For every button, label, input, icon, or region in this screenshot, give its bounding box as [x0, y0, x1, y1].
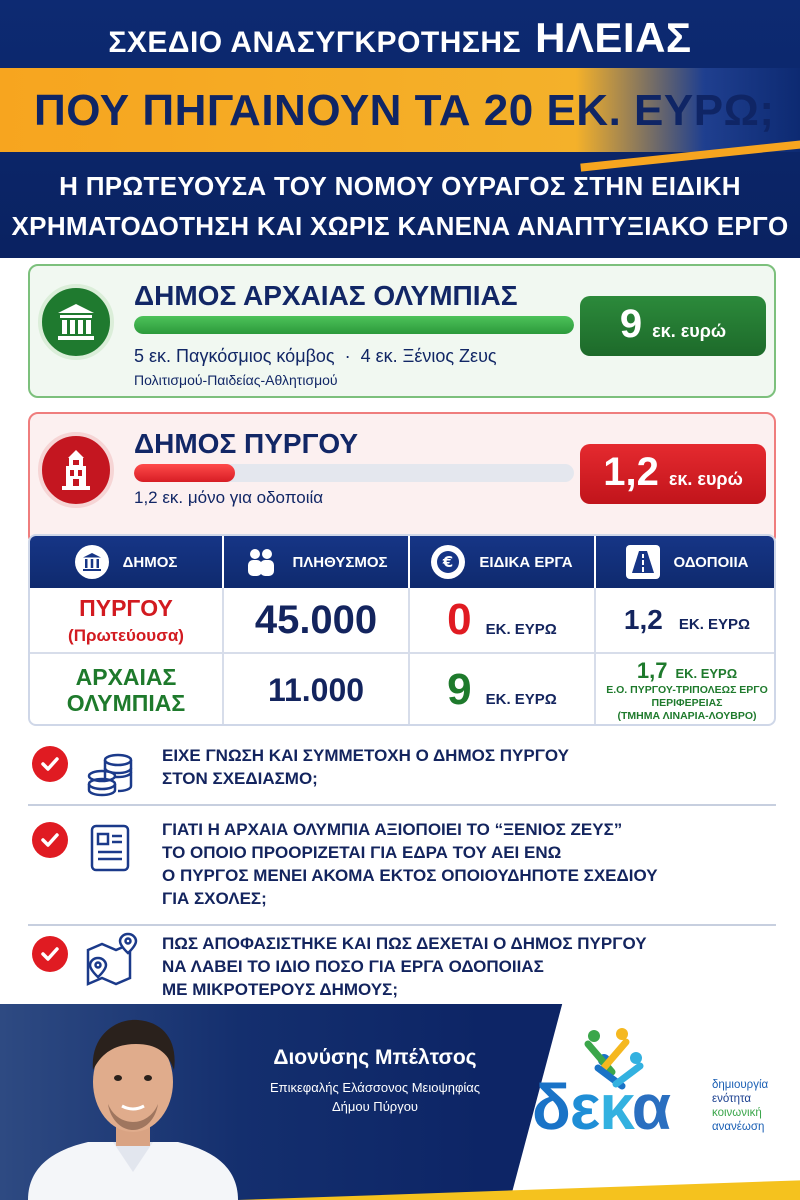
detail-xenios-zeus: 4 εκ. Ξένιος Ζευς — [360, 346, 497, 366]
question-text — [162, 932, 647, 1001]
map-pin-icon — [84, 932, 136, 984]
special-projects-unit: ΕΚ. ΕΥΡΩ — [485, 691, 557, 708]
header-subtitle — [0, 166, 800, 246]
candidate-photo — [18, 1004, 248, 1200]
roads-value: 1,7 — [636, 657, 668, 683]
question-line: ΝΑ ΛΑΒΕΙ ΤΟ ΙΔΙΟ ΠΟΣΟ ΓΙΑ ΕΡΓΑ ΟΔΟΠΟΙΙΑΣ — [162, 957, 544, 976]
question-line: ΠΩΣ ΑΠΟΦΑΣΙΣΤΗΚΕ ΚΑΙ ΠΩΣ ΔΕΧΕΤΑΙ Ο ΔΗΜΟΣ ΠΥΡΓΟΥ — [162, 934, 647, 953]
table-row — [30, 654, 776, 726]
people-icon — [244, 545, 278, 579]
funding-bar — [134, 316, 574, 334]
table-header-label: ΕΙΔΙΚΑ ΕΡΓΑ — [479, 553, 573, 571]
roads-unit: ΕΚ. ΕΥΡΩ — [678, 616, 751, 633]
amount-value: 1,2 — [603, 450, 659, 494]
amount-value: 9 — [619, 302, 643, 346]
slogan-line: κοινωνική — [712, 1107, 762, 1119]
road-icon — [626, 545, 660, 579]
special-projects-value: 9 — [447, 665, 472, 714]
cell-special-projects — [410, 654, 596, 726]
question-line: ΤΟ ΟΠΟΙΟ ΠΡΟΟΡΙΖΕΤΑΙ ΓΙΑ ΕΔΡΑ ΤΟΥ ΑΕΙ ΕΝΩ — [162, 843, 562, 862]
special-projects-amount — [447, 595, 557, 645]
question-line: ΜΕ ΜΙΚΡΟΤΕΡΟΥΣ ΔΗΜΟΥΣ; — [162, 980, 398, 999]
coins-icon — [84, 746, 136, 798]
special-projects-unit: ΕΚ. ΕΥΡΩ — [485, 621, 557, 638]
card-archaia-olympia — [28, 264, 776, 398]
amount-badge — [580, 444, 766, 504]
card-details — [134, 346, 497, 367]
question-text — [162, 744, 569, 790]
footer — [0, 1004, 800, 1200]
population-value: 45.000 — [254, 597, 378, 642]
detail-separator: · — [344, 346, 351, 366]
header-title — [0, 14, 800, 62]
table-header-label: ΟΔΟΠΟΙΙΑ — [673, 553, 749, 571]
question-text — [162, 818, 658, 910]
roads-unit: ΕΚ. ΕΥΡΩ — [675, 665, 738, 681]
logo-letter: δ — [532, 1071, 570, 1143]
amount-unit: εκ. ευρώ — [668, 469, 743, 489]
special-projects-value: 0 — [447, 595, 472, 644]
comparison-table — [28, 534, 776, 726]
question-item — [28, 930, 776, 1004]
question-line: ΓΙΑΤΙ Η ΑΡΧΑΙΑ ΟΛΥΜΠΙΑ ΑΞΙΟΠΟΙΕΙ ΤΟ “ΞΕΝΙΟΣ ΖΕΥΣ” — [162, 820, 623, 839]
tower-icon — [38, 432, 114, 508]
table-header-row — [30, 536, 776, 588]
logo-letter: κ — [599, 1071, 632, 1143]
roads-note-line2: ΠΕΡΙΦΕΡΕΙΑΣ — [651, 696, 723, 709]
question-item — [28, 738, 776, 806]
roads-amount — [637, 658, 737, 684]
candidate-role — [250, 1078, 500, 1116]
svg-text:€: € — [443, 553, 454, 571]
candidate-role-line2: Δήμου Πύργου — [331, 1099, 419, 1114]
deka-slogan — [712, 1078, 768, 1134]
temple-icon — [75, 545, 109, 579]
cell-roads — [596, 588, 776, 652]
table-header-population — [224, 536, 410, 588]
check-icon — [32, 822, 68, 858]
municipality-name-line2: ΟΛΥΜΠΙΑΣ — [66, 690, 186, 716]
cell-roads — [596, 654, 776, 726]
question-line: ΕΙΧΕ ΓΝΩΣΗ ΚΑΙ ΣΥΜΜΕΤΟΧΗ Ο ΔΗΜΟΣ ΠΥΡΓΟΥ — [162, 746, 570, 765]
funding-bar-fill — [134, 316, 574, 334]
table-header-label: ΔΗΜΟΣ — [122, 553, 178, 571]
detail-world-hub: 5 εκ. Παγκόσμιος κόμβος — [134, 346, 335, 366]
header-title-small: ΣΧΕΔΙΟ ΑΝΑΣΥΓΚΡΟΤΗΣΗΣ — [108, 26, 522, 59]
question-line: ΣΤΟΝ ΣΧΕΔΙΑΣΜΟ; — [162, 769, 318, 788]
amount-unit: εκ. ευρώ — [652, 321, 727, 341]
municipality-name-line1: ΑΡΧΑΙΑΣ — [75, 664, 177, 690]
header-question-band — [0, 68, 800, 152]
table-header-special-projects — [410, 536, 596, 588]
table-header-label: ΠΛΗΘΥΣΜΟΣ — [292, 553, 388, 571]
logo-letter: α — [631, 1071, 671, 1143]
population-value: 11.000 — [267, 671, 365, 708]
slogan-line: ανανέωση — [712, 1121, 765, 1133]
funding-bar-fill — [134, 464, 235, 482]
header-title-big: ΗΛΕΙΑΣ — [535, 14, 692, 61]
check-icon — [32, 746, 68, 782]
table-header-municipality — [30, 536, 224, 588]
cell-special-projects — [410, 588, 596, 652]
detail-category: Πολιτισμού-Παιδείας-Αθλητισμού — [134, 372, 338, 388]
header-subtitle-line1: Η ΠΡΩΤΕΥΟΥΣΑ ΤΟΥ ΝΟΜΟΥ ΟΥΡΑΓΟΣ ΣΤΗΝ ΕΙΔΙΚΗ — [59, 171, 741, 201]
slogan-line: δημιουργία — [712, 1079, 769, 1091]
candidate-role-line1: Επικεφαλής Ελάσσονος Μειοψηφίας — [269, 1080, 481, 1095]
special-projects-amount — [447, 665, 557, 715]
question-line: ΓΙΑ ΣΧΟΛΕΣ; — [162, 889, 267, 908]
roads-amount — [624, 604, 750, 636]
roads-note-line3: (ΤΜΗΜΑ ΛΙΝΑΡΙΑ-ΛΟΥΒΡΟ) — [617, 709, 757, 722]
candidate-name: Διονύσης Μπέλτσος — [273, 1046, 477, 1069]
cell-population — [224, 654, 410, 726]
cell-population — [224, 588, 410, 652]
roads-value: 1,2 — [623, 604, 663, 635]
deka-logo-wordmark — [532, 1072, 670, 1142]
question-item — [28, 812, 776, 926]
municipality-name: ΠΥΡΓΟΥ — [79, 594, 173, 621]
card-pyrgos — [28, 412, 776, 546]
question-line: Ο ΠΥΡΓΟΣ ΜΕΝΕΙ ΑΚΟΜΑ ΕΚΤΟΣ ΟΠΟΙΟΥΔΗΠΟΤΕ ΣΧΕΔΙΟΥ — [162, 866, 658, 885]
table-row — [30, 588, 776, 654]
header-subtitle-line2: ΧΡΗΜΑΤΟΔΟΤΗΣΗ ΚΑΙ ΧΩΡΙΣ ΚΑΝΕΝΑ ΑΝΑΠΤΥΞΙΑΚΟ ΕΡΓΟ — [11, 211, 789, 241]
funding-bar — [134, 464, 574, 482]
table-header-roads — [596, 536, 776, 588]
roads-note-line1: Ε.Ο. ΠΥΡΓΟΥ-ΤΡΙΠΟΛΕΩΣ ΕΡΓΟ — [606, 683, 768, 696]
header-question: ΠΟΥ ΠΗΓΑΙΝΟΥΝ ΤΑ 20 ΕΚ. ΕΥΡΩ; — [34, 86, 775, 135]
logo-letter: ε — [569, 1071, 600, 1143]
slogan-line: ενότητα — [712, 1093, 752, 1105]
detail-roads-only: 1,2 εκ. μόνο για οδοποιία — [134, 488, 324, 507]
cell-municipality — [30, 654, 224, 726]
card-title: ΔΗΜΟΣ ΠΥΡΓΟΥ — [134, 428, 359, 459]
document-icon — [84, 822, 136, 874]
card-title: ΔΗΜΟΣ ΑΡΧΑΙΑΣ ΟΛΥΜΠΙΑΣ — [134, 280, 518, 311]
municipality-note: (Πρωτεύουσα) — [68, 625, 184, 645]
euro-icon — [431, 545, 465, 579]
cell-municipality — [30, 588, 224, 652]
amount-badge — [580, 296, 766, 356]
check-icon — [32, 936, 68, 972]
header — [0, 0, 800, 258]
temple-icon — [38, 284, 114, 360]
